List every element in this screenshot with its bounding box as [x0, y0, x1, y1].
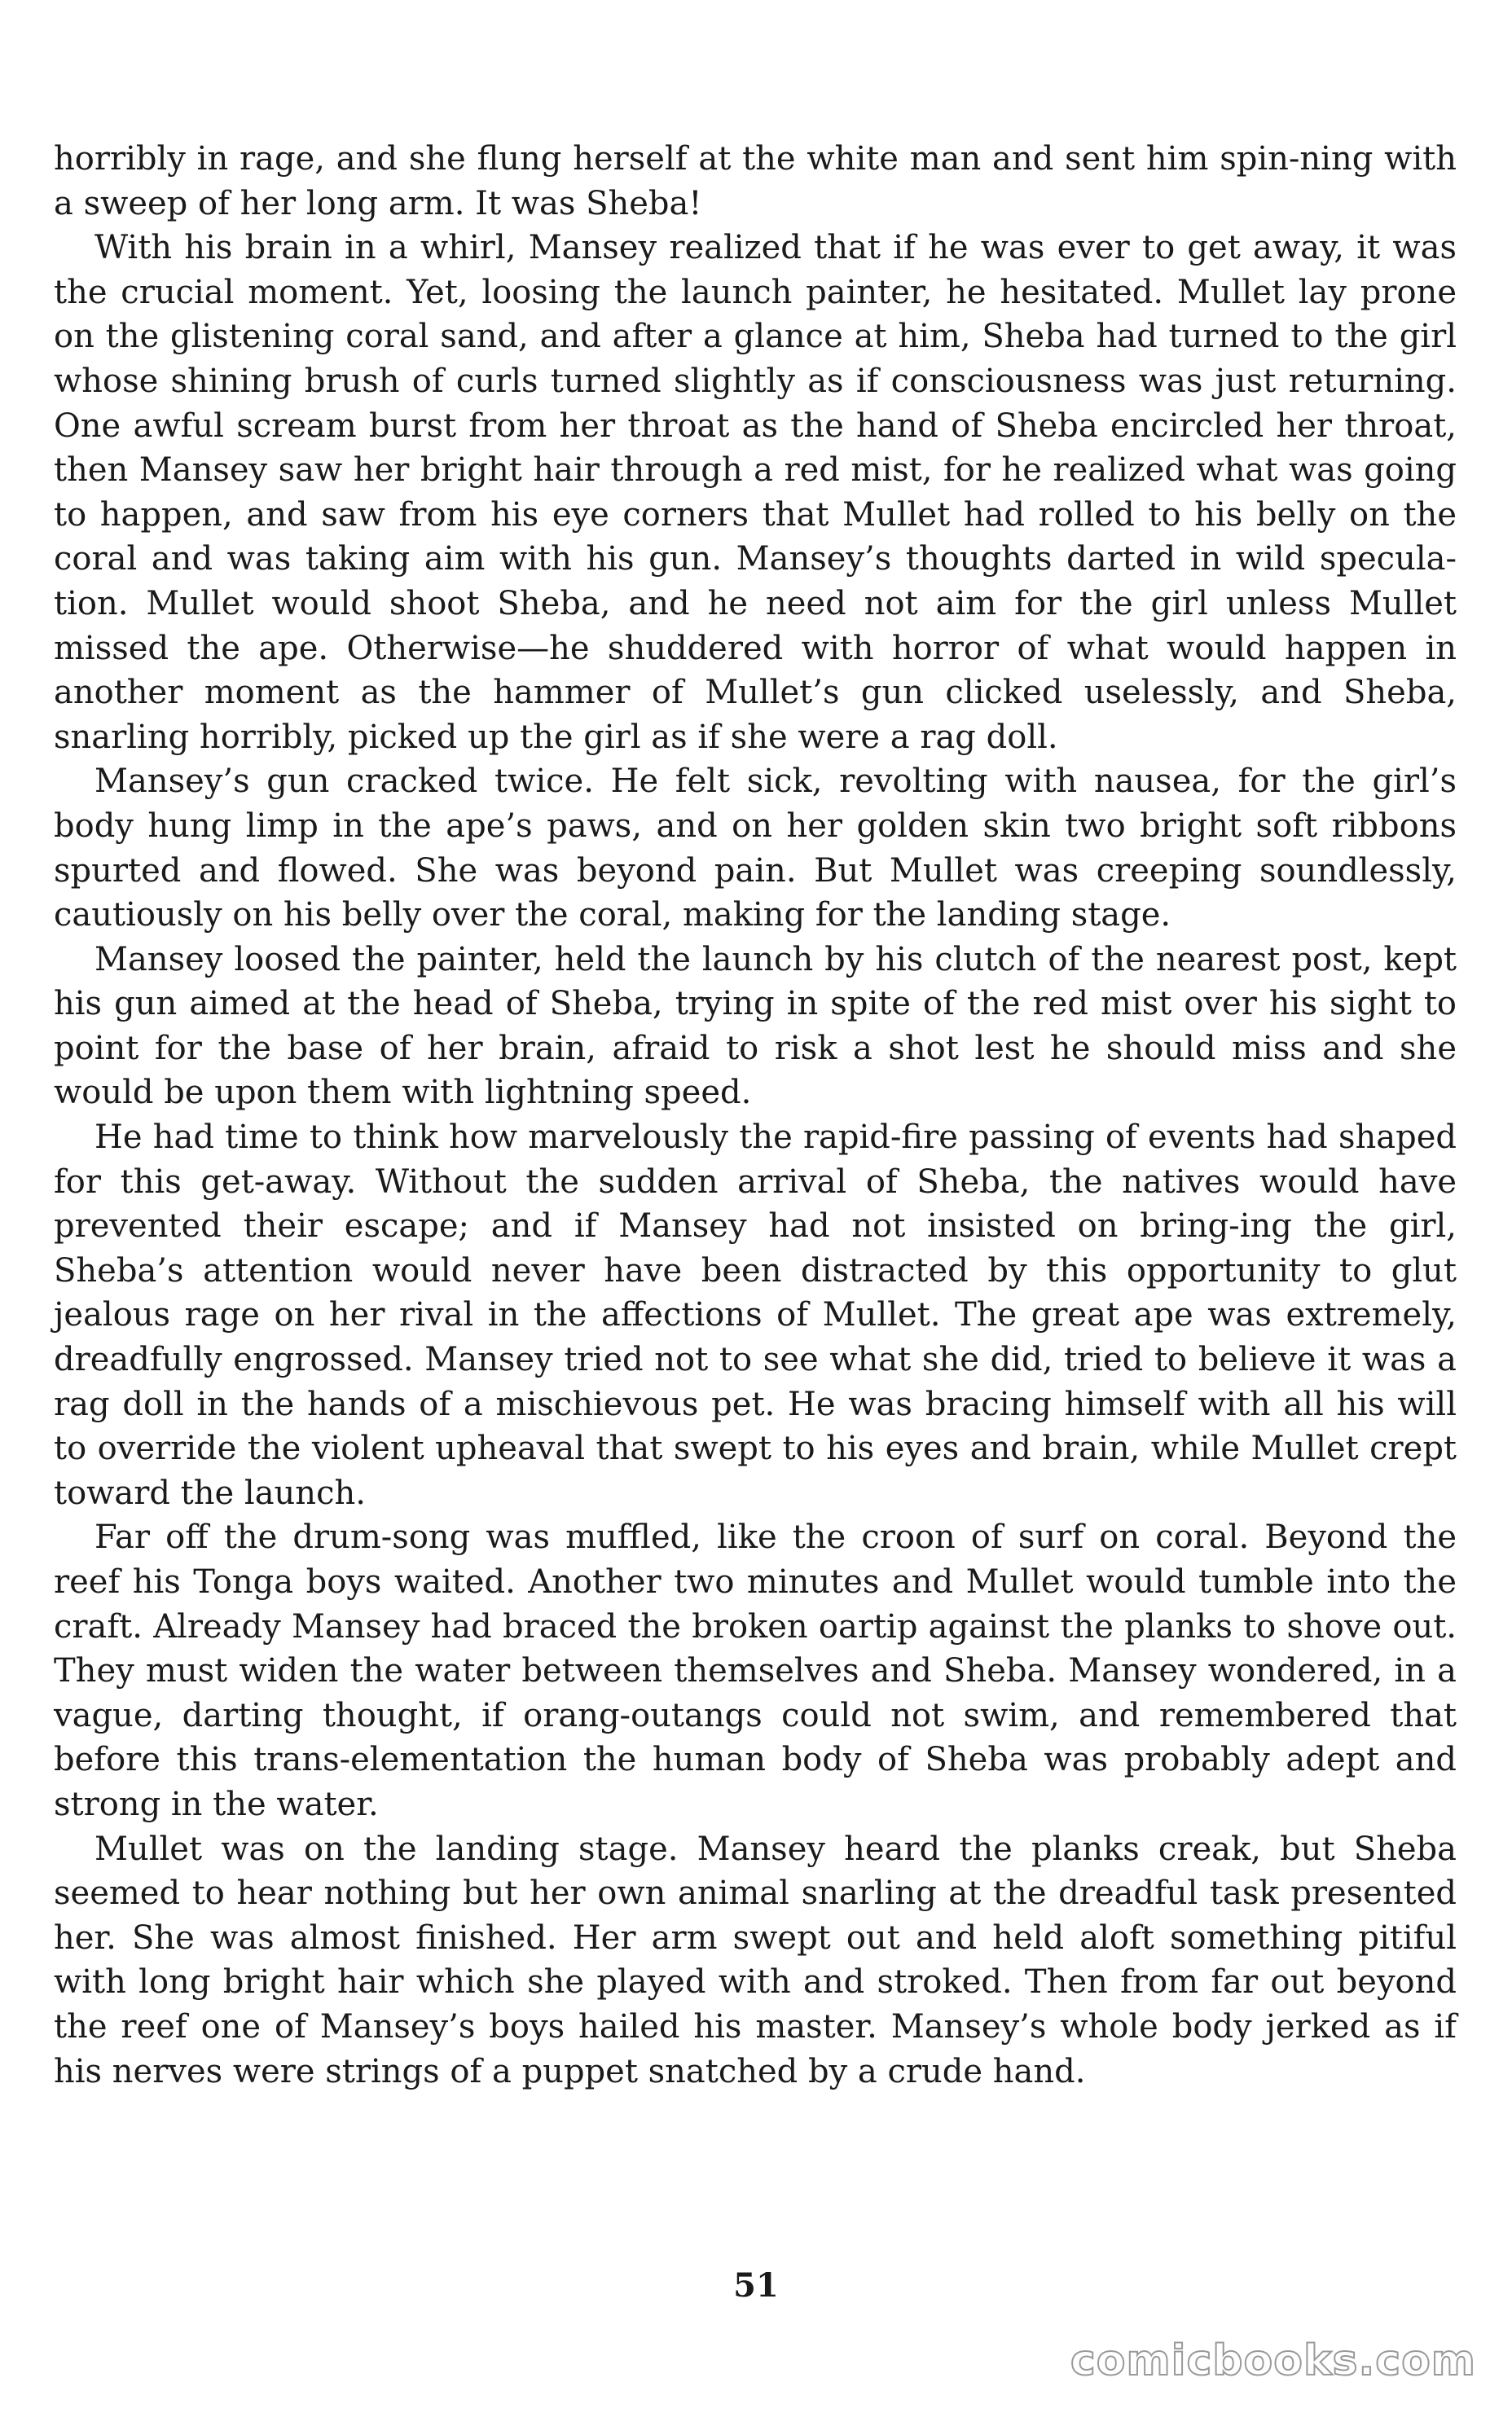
- paragraph-3: Mansey’s gun cracked twice. He felt sick, revolting with nausea, for the girl’s body hung limp in the ape’s paws, and on her golden skin two bright soft ribbons spurted and flowed. She was beyond pain. But Mullet was creeping soundlessly, cautiously on his belly over the coral, making for the landing stage.: [54, 763, 1457, 934]
- story-text: [54, 137, 1457, 2094]
- watermark-logo: comicbooks.com: [1070, 2336, 1476, 2385]
- paragraph-2: With his brain in a whirl, Mansey realized that if he was ever to get away, it was the crucial moment. Yet, loosing the launch painter, he hesitated. Mullet lay prone on the glistening coral sand, and after a glance at him, Sheba had turned to the girl whose shining brush of curls turned slightly as if consciousness was just returning. One awful scream burst from her throat as the hand of Sheba encircled her throat, then Mansey saw her bright hair through a red mist, for he realized what was going to happen, and saw from his eye corners that Mullet had rolled to his belly on the coral and was taking aim with his gun. Mansey’s thoughts darted in wild specula-tion. Mullet would shoot Sheba, and he need not aim for the girl unless Mullet missed the ape. Otherwise—he shuddered with horror of what would happen in another moment as the hammer of Mullet’s gun clicked uselessly, and Sheba, snarling horribly, picked up the girl as if she were a rag doll.: [54, 229, 1457, 756]
- paragraph-1: horribly in rage, and she flung herself at the white man and sent him spin-ning with a sweep of her long arm. It was Sheba!: [54, 140, 1457, 222]
- paragraph-6: Far off the drum-song was muffled, like the croon of surf on coral. Beyond the reef his Tonga boys waited. Another two minutes and Mullet would tumble into the craft. Already Mansey had braced the broken oartip against the planks to shove out. They must widen the water between themselves and Sheba. Mansey wondered, in a vague, darting thought, if orang-outangs could not swim, and remembered that before this trans-elementation the human body of Sheba was probably adept and strong in the water.: [54, 1519, 1457, 1823]
- paragraph-7: Mullet was on the landing stage. Mansey heard the planks creak, but Sheba seemed to hear nothing but her own animal snarling at the dreadful task presented her. She was almost finished. Her arm swept out and held aloft something pitiful with long bright hair which she played with and stroked. Then from far out beyond the reef one of Mansey’s boys hailed his master. Mansey’s whole body jerked as if his nerves were strings of a puppet snatched by a crude hand.: [54, 1830, 1457, 2090]
- paragraph-4: Mansey loosed the painter, held the launch by his clutch of the nearest post, kept his gun aimed at the head of Sheba, trying in spite of the red mist over his sight to point for the base of her brain, afraid to risk a shot lest he should miss and she would be upon them with lightning speed.: [54, 940, 1457, 1112]
- page-number: 51: [733, 2266, 779, 2305]
- paragraph-5: He had time to think how marvelously the rapid-fire passing of events had shaped for this get-away. Without the sudden arrival of Sheba, the natives would have prevented their escape; and if Mansey had not insisted on bring-ing the girl, Sheba’s attention would never have been distracted by this opportunity to glut jealous rage on her rival in the affections of Mullet. The great ape was extremely, dreadfully engrossed. Mansey tried not to see what she did, tried to believe it was a rag doll in the hands of a mischievous pet. He was bracing himself with all his will to override the violent upheaval that swept to his eyes and brain, while Mullet crept toward the launch.: [54, 1119, 1457, 1512]
